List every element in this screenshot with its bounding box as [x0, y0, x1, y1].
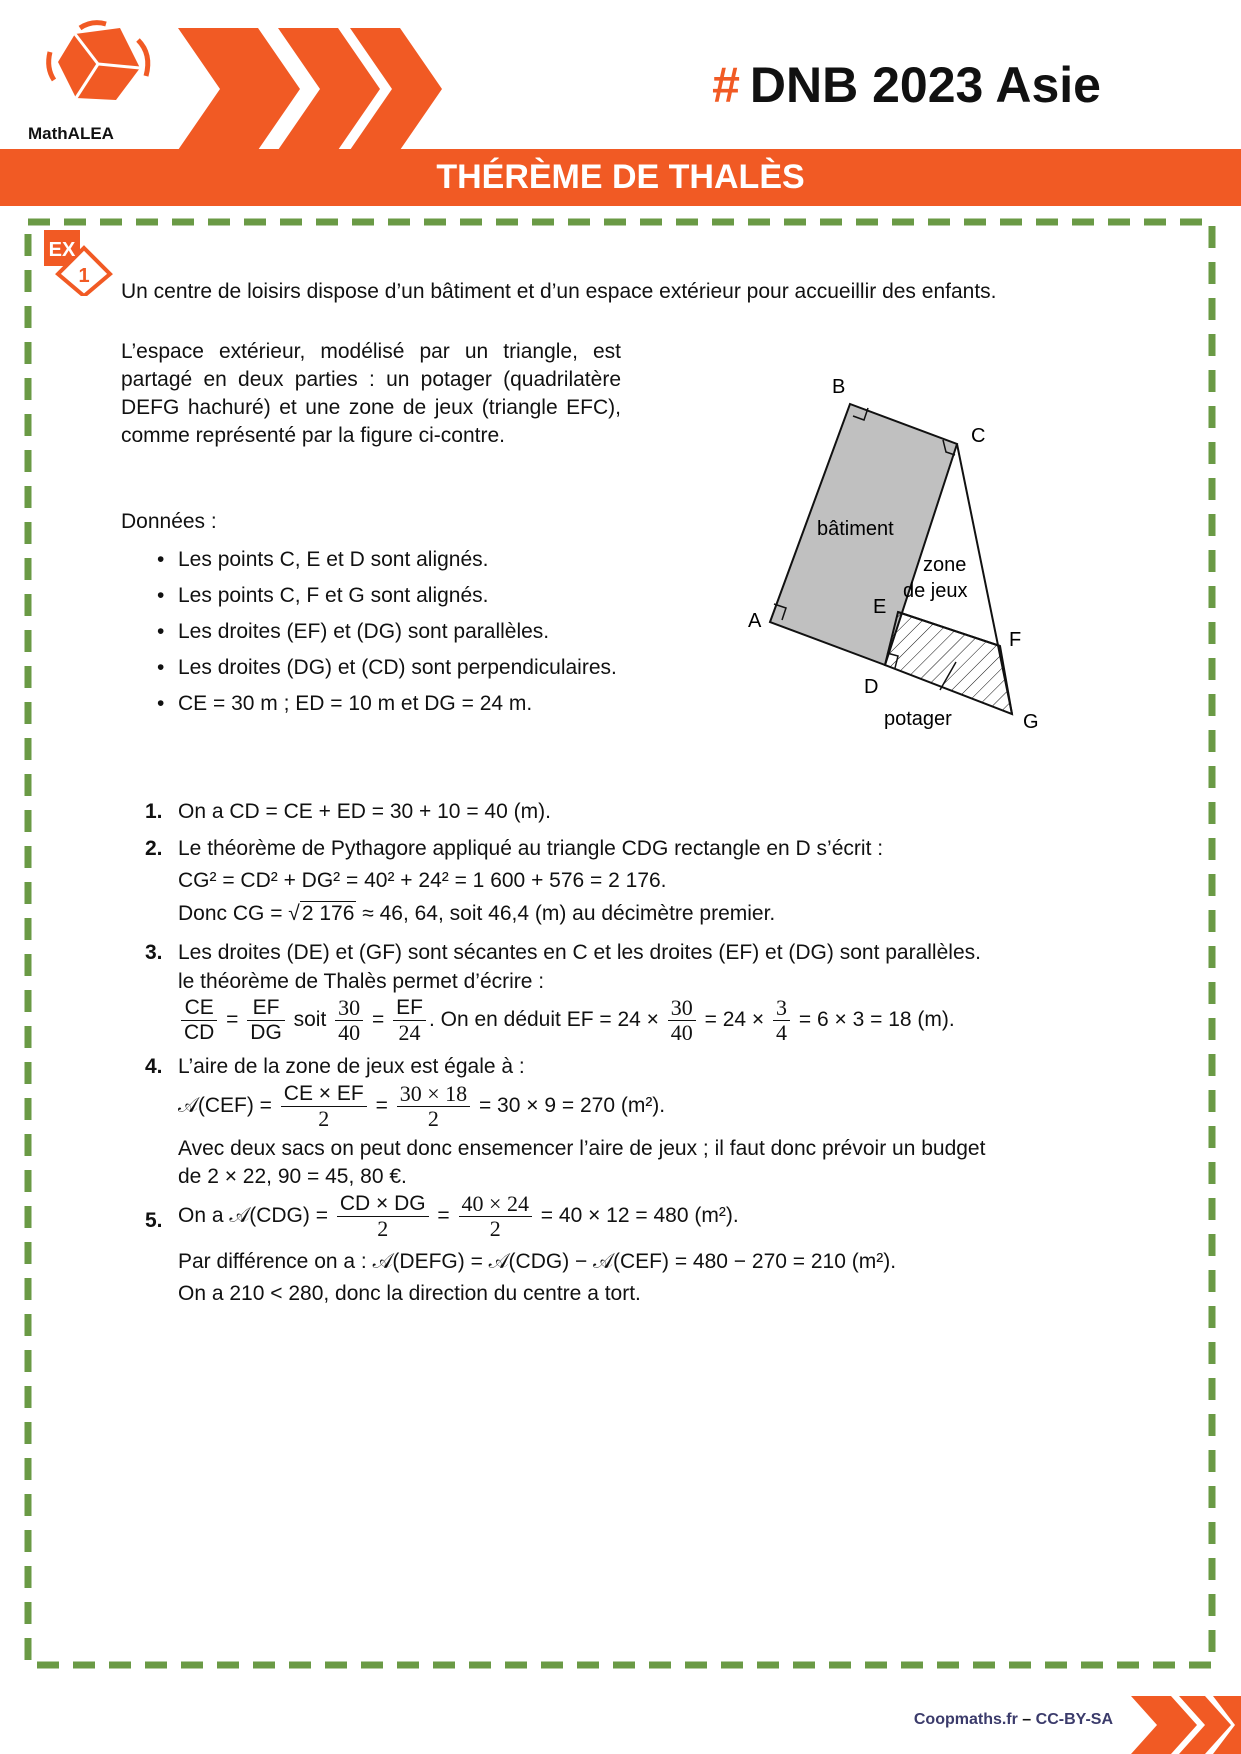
answer-4 — [145, 1053, 1125, 1193]
answer-1 — [145, 798, 1125, 828]
list-item: • Les droites (EF) et (DG) sont parallèles. — [155, 618, 625, 646]
fraction: $\frac{EF}{DG}$ — [247, 996, 285, 1045]
answer-text: Avec deux sacs on peut donc ensemencer l’aire de jeux ; il faut donc prévoir un budget — [178, 1137, 986, 1160]
answer-text: 𝒜(CEF) = — [178, 1094, 272, 1118]
point-label: C — [971, 425, 986, 447]
footer-credit — [914, 1711, 1113, 1729]
footer-separator: – — [1017, 1711, 1036, 1728]
fraction: $\frac{30 \times 18}{2}$ — [397, 1082, 470, 1131]
list-item: • CE = 30 m ; ED = 10 m et DG = 24 m. — [155, 690, 625, 718]
fraction: $\frac{3}{4}$ — [773, 996, 790, 1045]
fraction: $\frac{CE \times EF}{2}$ — [281, 1082, 367, 1131]
sqrt-radicand: 2 176 — [301, 902, 355, 925]
answer-text: = 40 × 12 = 480 (m²). — [540, 1204, 739, 1228]
point-label: B — [832, 376, 846, 398]
answer-text: soit — [293, 1008, 327, 1032]
footer-chevrons — [1131, 1696, 1241, 1754]
answer-text: On a 𝒜(CDG) = — [178, 1204, 328, 1228]
list-item: • Les points C, F et G sont alignés. — [155, 582, 625, 610]
answer-text: CG² = CD² + DG² = 40² + 24² = 1 600 + 576 = 2 176. — [178, 869, 667, 892]
title-text: DNB 2023 Asie — [749, 57, 1101, 113]
answer-text: = 30 × 9 = 270 (m²). — [478, 1094, 666, 1118]
fraction: $\frac{40 \times 24}{2}$ — [459, 1192, 532, 1241]
point-label: D — [864, 676, 879, 698]
data-heading: Données : — [121, 510, 217, 533]
logo-label: MathALEA — [28, 124, 114, 143]
fraction: $\frac{30}{40}$ — [335, 996, 363, 1045]
fraction: $\frac{EF}{24}$ — [393, 996, 426, 1045]
point-label: G — [1023, 711, 1039, 733]
document-title — [712, 56, 1101, 114]
answer-text: ≈ 46, 64, soit 46,4 (m) au décimètre premier. — [356, 902, 776, 925]
list-item: • Les points C, E et D sont alignés. — [155, 546, 625, 574]
answer-text: = 24 × — [704, 1008, 765, 1032]
answer-number: 1. — [145, 800, 163, 823]
footer-license: CC-BY-SA — [1035, 1711, 1113, 1728]
batiment-label: bâtiment — [817, 518, 894, 540]
zone-label: zone — [923, 554, 967, 576]
answer-line: Donc CG = √2 176 ≈ 46, 64, soit 46,4 (m) au décimètre premier. — [178, 902, 776, 925]
answer-2 — [145, 835, 1125, 931]
list-item: • Les droites (DG) et (CD) sont perpendiculaires. — [155, 654, 625, 682]
data-list — [155, 546, 625, 726]
point-label: A — [748, 610, 762, 632]
answer-text: Les droites (DE) et (GF) sont sécantes en C et les droites (EF) et (DG) sont parallèles. — [178, 941, 981, 964]
answer-text: le théorème de Thalès permet d’écrire : — [178, 970, 545, 993]
badge-number: 1 — [78, 265, 90, 287]
potager-quadrilateral — [885, 612, 1012, 714]
hash-icon: # — [712, 57, 740, 113]
mathalea-logo — [20, 18, 170, 118]
exercise-badge — [44, 230, 114, 296]
answer-text: On a 210 < 280, donc la direction du centre a tort. — [178, 1282, 641, 1305]
potager-label: potager — [884, 708, 952, 730]
fraction: $\frac{CD \times DG}{2}$ — [337, 1192, 429, 1241]
fraction: $\frac{30}{40}$ — [668, 996, 696, 1045]
point-label: E — [873, 596, 887, 618]
answer-number: 2. — [145, 837, 163, 860]
answer-text: Donc CG = — [178, 902, 289, 925]
answer-number: 3. — [145, 941, 163, 964]
answer-line: $\frac{CE}{CD}$ = $\frac{EF}{DG}$ soit $\frac{30}{40}$ = $\frac{EF}{24}$ . On en déduit EF = 24 × $\frac{30}{40}$ = 24 × $\frac{3}{4}$ = 6 × 3 = 18 (m). — [178, 996, 1125, 1045]
answer-text: = 6 × 3 = 18 (m). — [798, 1008, 955, 1032]
section-banner — [0, 149, 1241, 206]
banner-title: THÉRÈME DE THALÈS — [436, 158, 805, 196]
answer-3 — [145, 939, 1125, 1051]
exercise-intro: Un centre de loisirs dispose d’un bâtiment et d’un espace extérieur pour accueillir des enfants. — [121, 280, 997, 303]
answer-text: Le théorème de Pythagore appliqué au triangle CDG rectangle en D s’écrit : — [178, 837, 884, 860]
answer-number: 4. — [145, 1055, 163, 1078]
answer-text: On a CD = CE + ED = 30 + 10 = 40 (m). — [178, 800, 551, 823]
answer-number: 5. — [145, 1209, 163, 1232]
geometry-figure — [730, 360, 1060, 740]
answer-text: de 2 × 22, 90 = 45, 80 €. — [178, 1165, 407, 1188]
answer-line: 𝒜(CEF) = $\frac{CE \times EF}{2}$ = $\frac{30 \times 18}{2}$ = 30 × 9 = 270 (m²). — [178, 1081, 666, 1131]
footer-site-link[interactable]: Coopmaths.fr — [913, 1711, 1018, 1728]
answer-5 — [145, 1192, 1125, 1312]
point-label: F — [1009, 629, 1022, 651]
zone-label: de jeux — [903, 580, 968, 602]
badge-ex-text: EX — [48, 239, 76, 261]
header-chevrons — [170, 28, 450, 150]
fraction: $\frac{CE}{CD}$ — [181, 996, 217, 1045]
answer-line: On a 𝒜(CDG) = $\frac{CD \times DG}{2}$ = $\frac{40 \times 24}{2}$ = 40 × 12 = 480 (m²). — [178, 1191, 739, 1241]
exercise-description: L’espace extérieur, modélisé par un triangle, est partagé en deux parties : un potager (quadrilatère DEFG hachuré) et une zone de jeux (triangle EFC), comme représenté par la figure ci-contre. — [121, 340, 621, 447]
answer-text: L’aire de la zone de jeux est égale à : — [178, 1055, 525, 1078]
answer-text: Par différence on a : 𝒜(DEFG) = 𝒜(CDG) − 𝒜(CEF) = 480 − 270 = 210 (m²). — [178, 1250, 897, 1273]
answer-text: . On en déduit EF = 24 × — [428, 1008, 659, 1032]
